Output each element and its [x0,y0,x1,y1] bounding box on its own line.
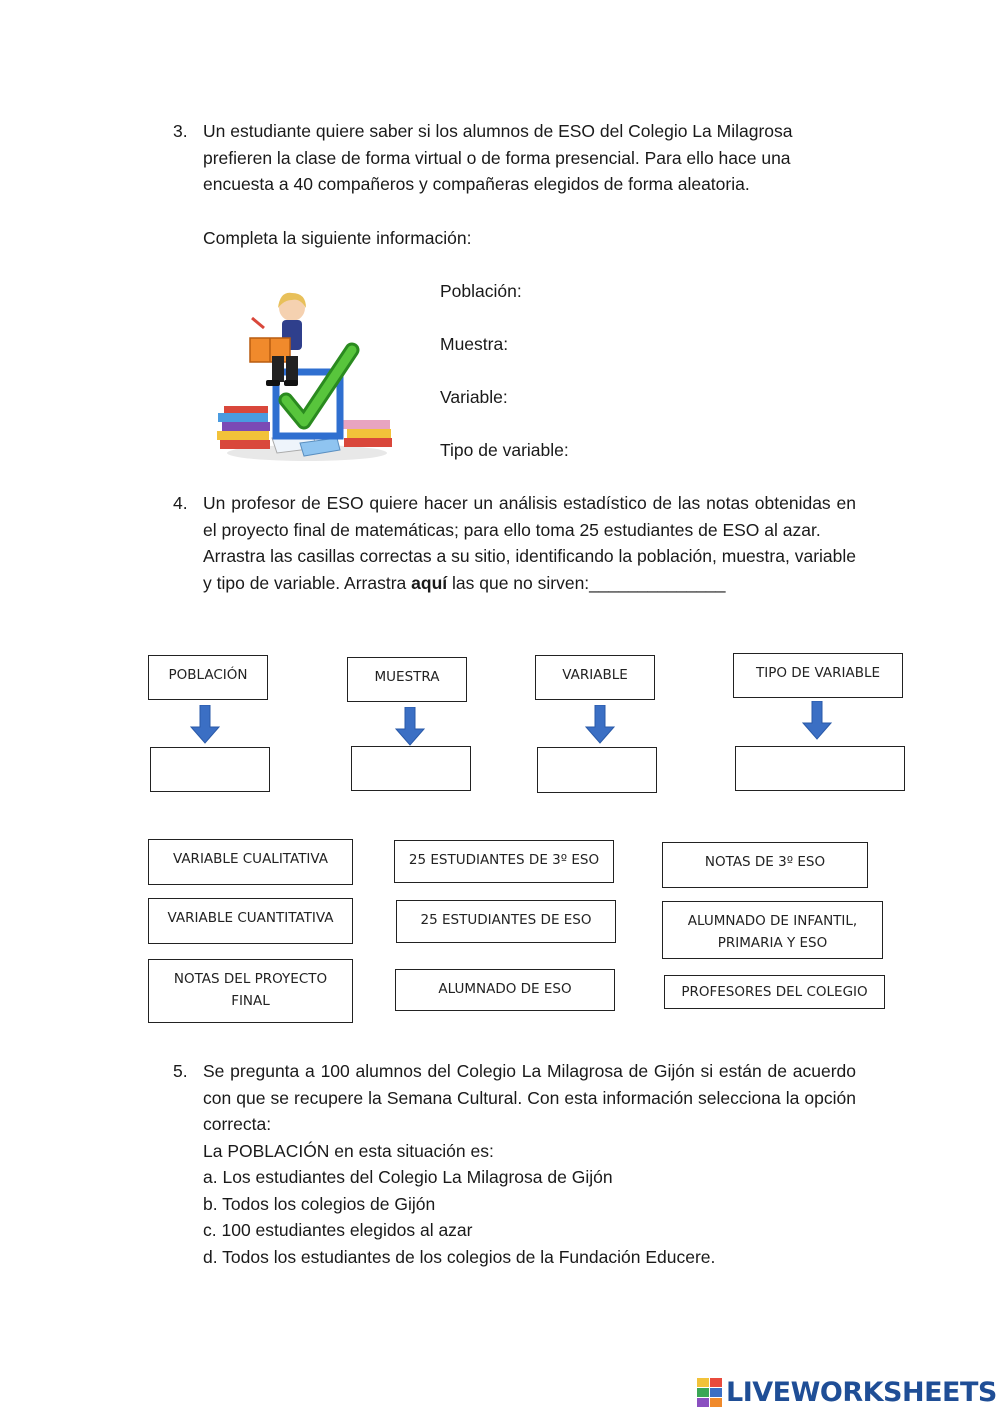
option-notas-3-eso[interactable]: NOTAS DE 3º ESO [662,842,868,888]
text-line: prefieren la clase de forma virtual o de forma presencial. Para ello hace una [203,147,791,168]
question-text [203,118,856,198]
question-text: Se pregunta a 100 alumnos del Colegio La Milagrosa de Gijón si están de acuerdo con que se recupere la Semana Cultural. Con esta información selecciona la opción correcta: [203,1061,856,1134]
option-25-estudiantes-3-eso[interactable]: 25 ESTUDIANTES DE 3º ESO [394,840,614,883]
student-check-illustration [212,288,397,463]
question-text [203,490,856,596]
header-muestra: MUESTRA [347,657,467,702]
option-profesores-colegio[interactable]: PROFESORES DEL COLEGIO [664,975,885,1009]
field-poblacion: Población: [440,281,522,301]
drop-here-word[interactable]: aquí [411,572,448,593]
question-number: 4. [173,493,188,513]
field-variable: Variable: [440,387,508,407]
option-alumnado-infantil-primaria-eso[interactable]: ALUMNADO DE INFANTIL, PRIMARIA Y ESO [662,901,883,959]
text-paragraph: Un profesor de ESO quiere hacer un análisis estadístico de las notas obtenidas en el proyecto final de matemáticas; para ello toma 25 estudiantes de ESO al azar. [203,493,856,540]
drop-box-poblacion[interactable] [150,747,270,792]
text-line: Un estudiante quiere saber si los alumnos de ESO del Colegio La Milagrosa [203,121,793,141]
header-variable: VARIABLE [535,655,655,700]
q5-option-d[interactable]: d. Todos los estudiantes de los colegios de la Fundación Educere. [203,1247,716,1267]
question-number: 3. [173,121,188,141]
option-notas-proyecto-final[interactable]: NOTAS DEL PROYECTO FINAL [148,959,353,1023]
text-span: las que no sirven:______________ [447,572,726,593]
header-poblacion: POBLACIÓN [148,655,268,700]
down-arrow-icon [585,705,615,745]
q5-option-c[interactable]: c. 100 estudiantes elegidos al azar [203,1220,473,1240]
down-arrow-icon [395,707,425,747]
question-number: 5. [173,1061,188,1081]
option-25-estudiantes-eso[interactable]: 25 ESTUDIANTES DE ESO [396,900,616,943]
drop-box-tipo-variable[interactable] [735,746,905,791]
option-variable-cuantitativa[interactable]: VARIABLE CUANTITATIVA [148,898,353,944]
down-arrow-icon [190,705,220,745]
option-variable-cualitativa[interactable]: VARIABLE CUALITATIVA [148,839,353,885]
drop-box-variable[interactable] [537,747,657,793]
q5-option-a[interactable]: a. Los estudiantes del Colegio La Milagrosa de Gijón [203,1167,613,1187]
q3-instruction: Completa la siguiente información: [203,228,472,248]
q5-option-b[interactable]: b. Todos los colegios de Gijón [203,1194,436,1214]
text-paragraph [203,543,856,596]
text-span: Arrastra las casillas correctas a su sitio, identificando la población, muestra, variable y tipo de variable. Arrastra [203,546,856,593]
liveworksheets-logo [697,1377,997,1408]
drop-box-muestra[interactable] [351,746,471,791]
liveworksheets-logo-text: LIVEWORKSHEETS [726,1377,997,1408]
down-arrow-icon [802,701,832,741]
field-muestra: Muestra: [440,334,509,354]
field-tipo-variable: Tipo de variable: [440,440,569,460]
liveworksheets-logo-icon [697,1378,723,1408]
q5-question: La POBLACIÓN en esta situación es: [203,1141,494,1161]
option-alumnado-eso[interactable]: ALUMNADO DE ESO [395,969,615,1011]
header-tipo-variable: TIPO DE VARIABLE [733,653,903,698]
text-line: encuesta a 40 compañeros y compañeras elegidos de forma aleatoria. [203,174,750,194]
